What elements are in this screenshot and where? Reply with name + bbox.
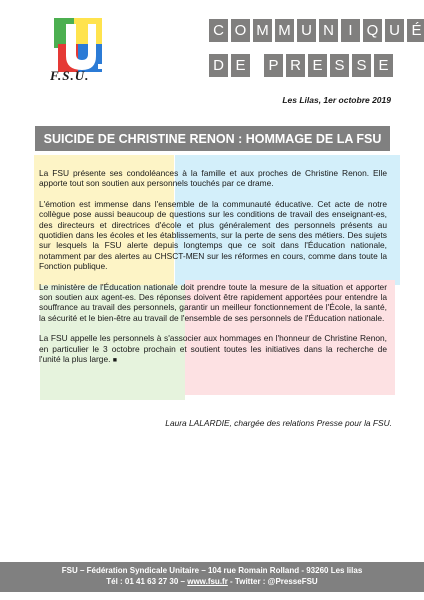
- paragraph: Le ministère de l'Éducation nationale doit prendre toute la mesure de la situation et apporter son soutien aux agent-es. Des réponses doivent être rapidement apportées pour entendre la souffrance au travail des personnels, garantir un meilleur fonctionnement de l'École, la santé, la sécurité et le bien-être au travail de l'ensemble de ses personnels de l'Éducation nationale.: [39, 281, 387, 323]
- header-communique: [209, 19, 424, 42]
- header-letter: S: [352, 54, 371, 77]
- footer: [0, 562, 424, 592]
- paragraph: La FSU présente ses condoléances à la famille et aux proches de Christine Renon. Elle apporte tout son soutien aux personnels touchés par ce drame.: [39, 168, 387, 189]
- header-letter: M: [275, 19, 294, 42]
- header-letter: O: [231, 19, 250, 42]
- press-body: [39, 168, 387, 377]
- paragraph-last: [39, 333, 387, 366]
- header-letter: D: [209, 54, 228, 77]
- paragraph: L'émotion est immense dans l'ensemble de la communauté éducative. Cet acte de notre collègue pose aussi beaucoup de questions sur les conditions de travail des enseignant-es, des directeurs et directrices d'école et plus généralement des personnels présents au quotidien dans les écoles et les établissements, sur la perte de sens des métiers. Des sujets sur lesquels la FSU alerte depuis longtemps que ce soit dans l'Éducation nationale, notamment par des alertes au CHSCT-MEN sur les réformes en cours, comme dans toute la Fonction publique.: [39, 198, 387, 272]
- header-letter: E: [374, 54, 393, 77]
- logo-caption: F.S.U.: [50, 68, 90, 83]
- header-letter: P: [264, 54, 283, 77]
- header-letter: C: [209, 19, 228, 42]
- header-letter: M: [253, 19, 272, 42]
- header-de-presse: [209, 54, 393, 77]
- press-date: Les Lilas, 1er octobre 2019: [282, 95, 391, 105]
- press-title-bar: [35, 126, 390, 151]
- header-letter: U: [297, 19, 316, 42]
- header-letter: N: [319, 19, 338, 42]
- header-letter: E: [308, 54, 327, 77]
- signature: Laura LALARDIE, chargée des relations Presse pour la FSU.: [165, 418, 392, 428]
- footer-contact: [0, 576, 424, 587]
- header-spacer: [253, 54, 261, 77]
- header-letter: É: [407, 19, 424, 42]
- footer-twitter: - Twitter : @PresseFSU: [227, 577, 318, 586]
- header-letter: S: [330, 54, 349, 77]
- end-mark-icon: ■: [112, 357, 117, 365]
- header-letter: I: [341, 19, 360, 42]
- header-letter: E: [231, 54, 250, 77]
- press-title: SUICIDE DE CHRISTINE RENON : HOMMAGE DE LA FSU: [43, 131, 382, 146]
- header-letter: Q: [363, 19, 382, 42]
- paragraph-text: La FSU appelle les personnels à s'associer aux hommages en l'honneur de Christine Renon, en particulier le 3 octobre prochain et soutient toutes les initiatives dans la recherche de l'unité la plus large.: [39, 333, 387, 365]
- website-link[interactable]: www.fsu.fr: [187, 577, 228, 586]
- footer-address: FSU – Fédération Syndicale Unitaire – 104 rue Romain Rolland - 93260 Les lilas: [61, 566, 363, 575]
- header-letter: U: [385, 19, 404, 42]
- footer-phone: Tél : 01 41 63 27 30 –: [106, 577, 188, 586]
- header-letter: R: [286, 54, 305, 77]
